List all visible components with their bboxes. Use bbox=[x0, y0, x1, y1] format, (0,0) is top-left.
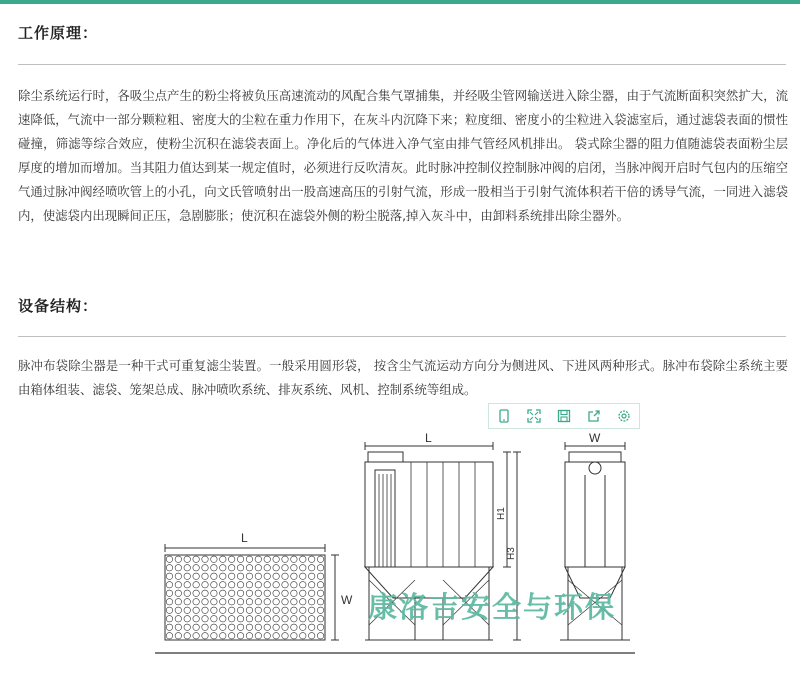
filter-bag bbox=[264, 607, 270, 613]
filter-bag bbox=[317, 556, 323, 562]
filter-bag bbox=[211, 633, 217, 639]
filter-bag bbox=[264, 616, 270, 622]
plan-width-label: W bbox=[341, 593, 353, 607]
filter-bag bbox=[317, 590, 323, 596]
filter-bag bbox=[255, 633, 261, 639]
filter-bag bbox=[220, 616, 226, 622]
filter-bag bbox=[184, 599, 190, 605]
side-width-label: W bbox=[589, 431, 601, 445]
filter-bag bbox=[291, 565, 297, 571]
filter-bag bbox=[193, 573, 199, 579]
filter-bag bbox=[228, 616, 234, 622]
filter-bag bbox=[193, 624, 199, 630]
filter-bag bbox=[220, 599, 226, 605]
filter-bag bbox=[228, 565, 234, 571]
filter-bag bbox=[237, 556, 243, 562]
filter-bag bbox=[193, 582, 199, 588]
filter-bag bbox=[246, 590, 252, 596]
filter-bag bbox=[175, 616, 181, 622]
filter-bag bbox=[184, 556, 190, 562]
filter-bag bbox=[211, 573, 217, 579]
filter-bag bbox=[166, 616, 172, 622]
plan-length-label: L bbox=[241, 531, 248, 545]
filter-bag bbox=[273, 599, 279, 605]
share-icon bbox=[587, 409, 601, 423]
filter-bag bbox=[211, 616, 217, 622]
filter-bag bbox=[317, 573, 323, 579]
toolbar-expand-button[interactable] bbox=[519, 404, 549, 428]
filter-bag bbox=[282, 616, 288, 622]
filter-bag bbox=[264, 573, 270, 579]
filter-bag bbox=[237, 633, 243, 639]
filter-bag bbox=[228, 590, 234, 596]
filter-bag bbox=[166, 565, 172, 571]
filter-bag bbox=[308, 573, 314, 579]
dust-collector-diagram bbox=[155, 430, 645, 665]
filter-bag bbox=[220, 565, 226, 571]
filter-bag bbox=[282, 556, 288, 562]
toolbar-phone-button[interactable] bbox=[489, 404, 519, 428]
filter-bag bbox=[228, 573, 234, 579]
filter-bag bbox=[264, 599, 270, 605]
filter-bag bbox=[273, 556, 279, 562]
filter-bag bbox=[291, 616, 297, 622]
filter-bag bbox=[193, 616, 199, 622]
filter-bag bbox=[282, 624, 288, 630]
filter-bag bbox=[273, 624, 279, 630]
filter-bag bbox=[308, 607, 314, 613]
filter-bag bbox=[255, 624, 261, 630]
filter-bag bbox=[202, 599, 208, 605]
expand-icon bbox=[527, 409, 541, 423]
filter-bag bbox=[166, 590, 172, 596]
filter-bag bbox=[184, 565, 190, 571]
filter-bag bbox=[300, 607, 306, 613]
filter-bag bbox=[220, 607, 226, 613]
filter-bag bbox=[300, 599, 306, 605]
filter-bag bbox=[264, 565, 270, 571]
filter-bag bbox=[193, 599, 199, 605]
filter-bag bbox=[291, 556, 297, 562]
filter-bag bbox=[175, 582, 181, 588]
filter-bag bbox=[282, 565, 288, 571]
filter-bag bbox=[300, 624, 306, 630]
filter-bag bbox=[264, 556, 270, 562]
filter-bag bbox=[255, 599, 261, 605]
filter-bag bbox=[193, 607, 199, 613]
filter-bag bbox=[166, 633, 172, 639]
front-body bbox=[365, 462, 493, 567]
filter-bag bbox=[282, 582, 288, 588]
filter-bag bbox=[246, 556, 252, 562]
filter-bag bbox=[228, 607, 234, 613]
filter-bag bbox=[291, 607, 297, 613]
filter-bag bbox=[237, 565, 243, 571]
filter-bag bbox=[220, 590, 226, 596]
toolbar-settings-button[interactable] bbox=[609, 404, 639, 428]
filter-bag bbox=[175, 633, 181, 639]
filter-bag bbox=[264, 624, 270, 630]
filter-bag bbox=[291, 590, 297, 596]
filter-bag bbox=[237, 616, 243, 622]
filter-bag bbox=[166, 573, 172, 579]
filter-bag bbox=[273, 607, 279, 613]
filter-bag bbox=[291, 624, 297, 630]
filter-bag bbox=[184, 590, 190, 596]
filter-bag bbox=[300, 633, 306, 639]
section-divider bbox=[18, 336, 786, 337]
filter-bag bbox=[211, 556, 217, 562]
filter-bag bbox=[308, 556, 314, 562]
filter-bag bbox=[175, 565, 181, 571]
section-divider bbox=[18, 64, 786, 65]
filter-bag bbox=[202, 607, 208, 613]
filter-bag bbox=[193, 590, 199, 596]
filter-bag bbox=[211, 599, 217, 605]
filter-bag bbox=[317, 624, 323, 630]
save-icon bbox=[557, 409, 571, 423]
filter-bag bbox=[193, 633, 199, 639]
filter-bag bbox=[317, 607, 323, 613]
filter-bag bbox=[211, 607, 217, 613]
filter-bag bbox=[273, 633, 279, 639]
filter-bag bbox=[273, 590, 279, 596]
filter-bag bbox=[228, 599, 234, 605]
filter-bag bbox=[308, 624, 314, 630]
filter-bag bbox=[202, 556, 208, 562]
filter-bag bbox=[308, 582, 314, 588]
filter-bag bbox=[255, 556, 261, 562]
filter-bag bbox=[175, 590, 181, 596]
filter-bag bbox=[255, 616, 261, 622]
filter-bag bbox=[255, 573, 261, 579]
filter-bag bbox=[202, 616, 208, 622]
filter-bag bbox=[255, 565, 261, 571]
filter-bag bbox=[246, 565, 252, 571]
filter-bag bbox=[273, 565, 279, 571]
filter-bag bbox=[175, 573, 181, 579]
filter-bag bbox=[308, 565, 314, 571]
filter-bag bbox=[184, 573, 190, 579]
filter-bag bbox=[211, 590, 217, 596]
filter-bag bbox=[308, 599, 314, 605]
filter-bag-grid bbox=[166, 556, 324, 639]
filter-bag bbox=[282, 599, 288, 605]
side-body bbox=[565, 462, 625, 567]
filter-bag bbox=[273, 616, 279, 622]
filter-bag bbox=[220, 633, 226, 639]
front-length-label: L bbox=[425, 431, 432, 445]
filter-bag bbox=[273, 573, 279, 579]
filter-bag bbox=[255, 582, 261, 588]
filter-bag bbox=[273, 582, 279, 588]
filter-bag bbox=[291, 573, 297, 579]
filter-bag bbox=[246, 633, 252, 639]
filter-bag bbox=[308, 616, 314, 622]
filter-bag bbox=[246, 607, 252, 613]
filter-bag bbox=[166, 624, 172, 630]
toolbar-share-button[interactable] bbox=[579, 404, 609, 428]
filter-bag bbox=[237, 599, 243, 605]
filter-bag bbox=[255, 607, 261, 613]
filter-bag bbox=[308, 590, 314, 596]
filter-bag bbox=[317, 633, 323, 639]
h1-label: H1 bbox=[496, 507, 507, 520]
filter-bag bbox=[202, 565, 208, 571]
filter-bag bbox=[291, 633, 297, 639]
filter-bag bbox=[300, 590, 306, 596]
filter-bag bbox=[246, 599, 252, 605]
filter-bag bbox=[317, 565, 323, 571]
filter-bag bbox=[264, 582, 270, 588]
filter-bag bbox=[228, 633, 234, 639]
filter-bag bbox=[202, 624, 208, 630]
filter-bag bbox=[166, 607, 172, 613]
filter-bag bbox=[264, 633, 270, 639]
filter-bag bbox=[220, 573, 226, 579]
filter-bag bbox=[202, 582, 208, 588]
filter-bag bbox=[282, 607, 288, 613]
top-accent-bar bbox=[0, 0, 800, 4]
filter-bag bbox=[237, 607, 243, 613]
phone-icon bbox=[497, 409, 511, 423]
filter-bag bbox=[166, 556, 172, 562]
h3-label: H3 bbox=[506, 547, 517, 560]
filter-bag bbox=[175, 556, 181, 562]
section-title-working-principle: 工作原理： bbox=[18, 24, 99, 42]
filter-bag bbox=[246, 582, 252, 588]
plan-view-outline bbox=[165, 555, 325, 640]
filter-bag bbox=[202, 633, 208, 639]
filter-bag bbox=[220, 556, 226, 562]
filter-bag bbox=[282, 633, 288, 639]
filter-bag bbox=[175, 624, 181, 630]
filter-bag bbox=[246, 624, 252, 630]
filter-bag bbox=[282, 590, 288, 596]
filter-bag bbox=[291, 582, 297, 588]
filter-bag bbox=[237, 590, 243, 596]
gear-icon bbox=[617, 409, 631, 423]
image-toolbar bbox=[488, 403, 640, 429]
filter-bag bbox=[184, 616, 190, 622]
filter-bag bbox=[166, 582, 172, 588]
filter-bag bbox=[211, 565, 217, 571]
filter-bag bbox=[237, 573, 243, 579]
filter-bag bbox=[300, 565, 306, 571]
section-title-structure: 设备结构： bbox=[18, 297, 99, 315]
filter-bag bbox=[228, 624, 234, 630]
filter-bag bbox=[246, 573, 252, 579]
filter-bag bbox=[317, 582, 323, 588]
filter-bag bbox=[193, 556, 199, 562]
filter-bag bbox=[184, 624, 190, 630]
filter-bag bbox=[300, 582, 306, 588]
filter-bag bbox=[237, 582, 243, 588]
filter-bag bbox=[300, 573, 306, 579]
filter-bag bbox=[308, 633, 314, 639]
filter-bag bbox=[202, 590, 208, 596]
filter-bag bbox=[237, 624, 243, 630]
filter-bag bbox=[175, 599, 181, 605]
filter-bag bbox=[291, 599, 297, 605]
filter-bag bbox=[300, 556, 306, 562]
filter-bag bbox=[166, 599, 172, 605]
filter-bag bbox=[193, 565, 199, 571]
filter-bag bbox=[211, 624, 217, 630]
filter-bag bbox=[282, 573, 288, 579]
filter-bag bbox=[211, 582, 217, 588]
filter-bag bbox=[184, 582, 190, 588]
filter-bag bbox=[228, 556, 234, 562]
filter-bag bbox=[184, 633, 190, 639]
filter-bag bbox=[255, 590, 261, 596]
filter-bag bbox=[300, 616, 306, 622]
structure-text: 脉冲布袋除尘器是一种干式可重复滤尘装置。一般采用圆形袋， 按含尘气流运动方向分为侧进风、下进风两种形式。脉冲布袋除尘系统主要由箱体组装、滤袋、笼架总成、脉冲喷吹系统、排灰系统、风机、控制系统等组成。 bbox=[18, 358, 788, 397]
filter-bag bbox=[175, 607, 181, 613]
filter-bag bbox=[264, 590, 270, 596]
filter-bag bbox=[228, 582, 234, 588]
filter-bag bbox=[317, 599, 323, 605]
watermark: 康洛吉安全与环保 bbox=[368, 590, 617, 624]
filter-bag bbox=[202, 573, 208, 579]
working-principle-text: 除尘系统运行时，各吸尘点产生的粉尘将被负压高速流动的风配合集气罩捕集，并经吸尘管网输送进入除尘器，由于气流断面积突然扩大，流速降低，气流中一部分颗粒粗、密度大的尘粒在重力作用下，在灰斗内沉降下来；粒度细、密度小的尘粒进入袋滤室后，通过滤袋表面的惯性碰撞，筛滤等综合效应，使粉尘沉积在滤袋表面上。净化后的气体进入净气室由排气管经风机排出。 袋式除尘器的阻力值随滤袋表面粉尘层厚度的增加而增加。当其阻力值达到某一规定值时，必须进行反吹清灰。此时脉冲控制仪控制脉冲阀的启闭，当脉冲阀开启时气包内的压缩空气通过脉冲阀经喷吹管上的小孔，向文氏管喷射出一股高速高压的引射气流，形成一股相当于引射气流体积若干倍的诱导气流，一同进入滤袋内，使滤袋内出现瞬间正压，急剧膨胀；使沉积在滤袋外侧的粉尘脱落,掉入灰斗中，由卸料系统排出除尘器外。 bbox=[18, 88, 788, 223]
filter-bag bbox=[317, 616, 323, 622]
filter-bag bbox=[220, 582, 226, 588]
toolbar-save-button[interactable] bbox=[549, 404, 579, 428]
filter-bag bbox=[220, 624, 226, 630]
filter-bag bbox=[246, 616, 252, 622]
filter-bag bbox=[184, 607, 190, 613]
